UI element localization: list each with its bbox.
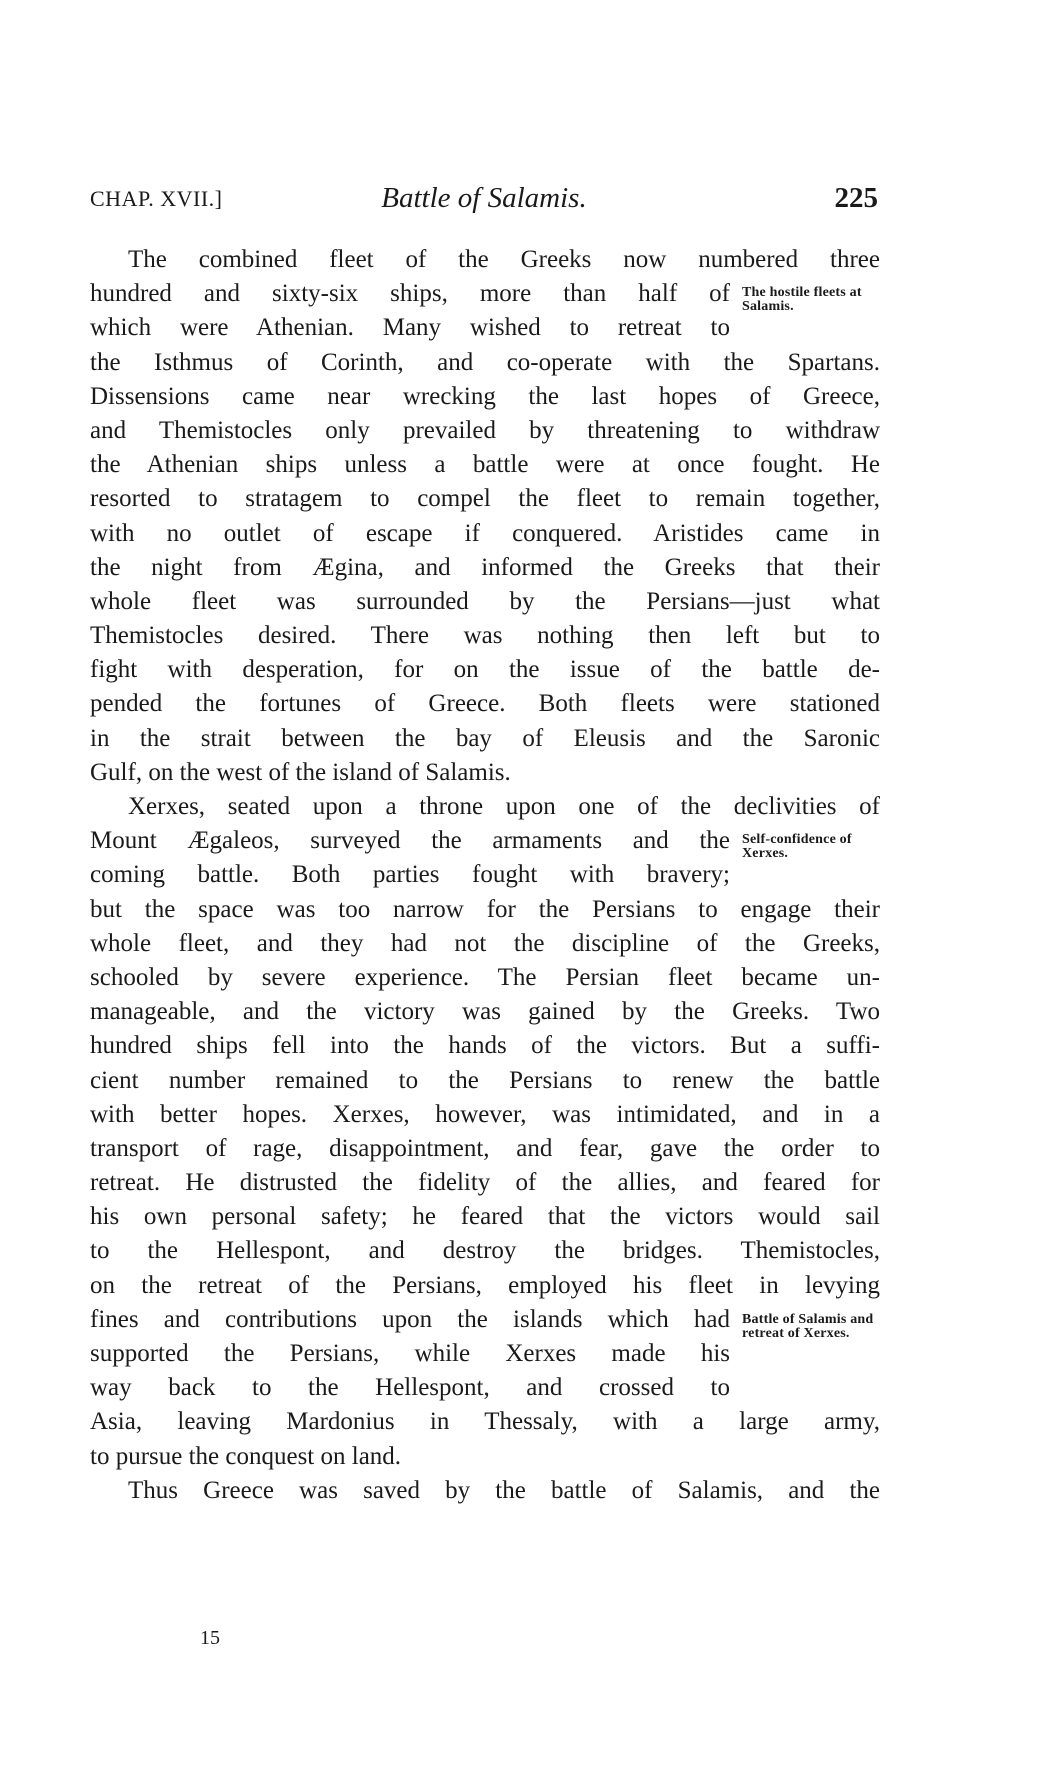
sidenote-self-confidence: Self-confidence of Xerxes. (742, 832, 852, 862)
text-line: to pursue the conquest on land. (90, 1442, 402, 1470)
text-line: in the strait between the bay of Eleusis and the Saronic (90, 724, 880, 752)
text-line: transport of rage, disappointment, and fear, gave the order to (90, 1134, 880, 1162)
chapter-label: CHAP. XVII.] (90, 186, 223, 211)
text-line: to the Hellespont, and destroy the bridges. Themistocles, (90, 1237, 880, 1265)
text-line: his own personal safety; he feared that the victors would sail (90, 1203, 880, 1231)
text-line: Xerxes, seated upon a throne upon one of the declivities of (128, 793, 880, 820)
text-line: hundred ships fell into the hands of the victors. But a suffi- (90, 1032, 880, 1060)
text-line: schooled by severe experience. The Persian fleet became un- (90, 963, 880, 991)
text-line: the Isthmus of Corinth, and co-operate with the Spartans. (90, 348, 880, 376)
text-line: way back to the Hellespont, and crossed to (90, 1374, 730, 1402)
running-header (90, 182, 878, 222)
running-title: Battle of Salamis. (381, 182, 587, 214)
text-line: cient number remained to the Persians to renew the battle (90, 1066, 880, 1094)
text-line: but the space was too narrow for the Persians to engage their (90, 895, 880, 923)
text-line: hundred and sixty-six ships, more than half of The hostile fleets at Salamis. (90, 277, 880, 311)
text-line: Thus Greece was saved by the battle of Salamis, and the (128, 1476, 880, 1504)
text-line: with better hopes. Xerxes, however, was intimidated, and in a (90, 1100, 880, 1128)
text-line: Gulf, on the west of the island of Salamis. (90, 758, 511, 786)
text-line: whole fleet was surrounded by the Persians—just what (90, 587, 880, 615)
text-line: and Themistocles only prevailed by threatening to withdraw (90, 416, 880, 444)
text-line: manageable, and the victory was gained by the Greeks. Two (90, 998, 880, 1026)
text-line: the night from Ægina, and informed the Greeks that their (90, 553, 880, 581)
text-line: fines and contributions upon the islands which had Battle of Salamis and retreat of Xerxes. (90, 1303, 880, 1337)
text-line: Dissensions came near wrecking the last hopes of Greece, (90, 382, 880, 410)
text-line: coming battle. Both parties fought with bravery; (90, 861, 730, 889)
text-line: The combined fleet of the Greeks now numbered three (128, 246, 880, 273)
body-text (90, 243, 880, 1508)
text-line: pended the fortunes of Greece. Both fleets were stationed (90, 690, 880, 718)
signature-mark: 15 (200, 1627, 220, 1649)
text-line: retreat. He distrusted the fidelity of the allies, and feared for (90, 1169, 880, 1197)
text-line: Asia, leaving Mardonius in Thessaly, with a large army, (90, 1408, 880, 1436)
sidenote-battle-retreat: Battle of Salamis and retreat of Xerxes. (742, 1311, 874, 1341)
text-line: Mount Ægaleos, surveyed the armaments and the Self-confidence of Xerxes. (90, 824, 880, 858)
text-line: with no outlet of escape if conquered. Aristides came in (90, 519, 880, 547)
page-number: 225 (834, 182, 878, 214)
text-line: resorted to stratagem to compel the fleet to remain together, (90, 485, 880, 513)
text-line: which were Athenian. Many wished to retreat to (90, 314, 730, 342)
text-line: supported the Persians, while Xerxes made his (90, 1340, 730, 1367)
sidenote-hostile-fleets: The hostile fleets at Salamis. (742, 285, 862, 315)
text-line: the Athenian ships unless a battle were at once fought. He (90, 451, 880, 479)
text-line: Themistocles desired. There was nothing then left but to (90, 622, 880, 650)
text-line: fight with desperation, for on the issue of the battle de- (90, 656, 880, 684)
text-line: on the retreat of the Persians, employed his fleet in levying (90, 1271, 880, 1299)
text-line: whole fleet, and they had not the discipline of the Greeks, (90, 929, 880, 957)
